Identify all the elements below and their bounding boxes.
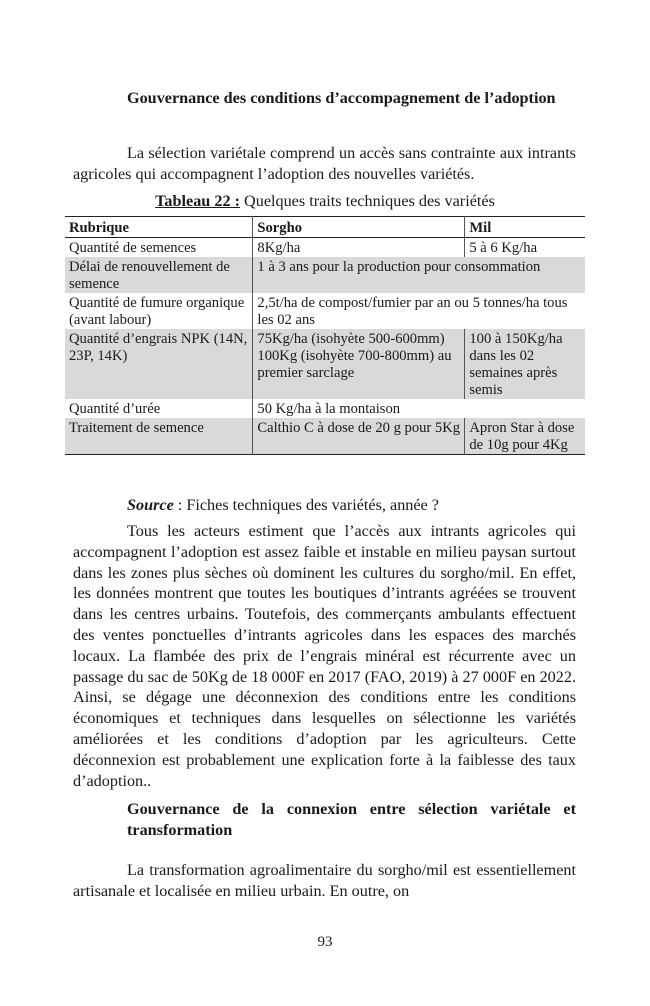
- table-cell: 50 Kg/ha à la montaison: [253, 399, 585, 418]
- table-cell: Délai de renouvellement de semence: [65, 257, 253, 293]
- table-header-row: [65, 217, 585, 238]
- header-sorgho: Sorgho: [253, 217, 465, 238]
- table-cell: 2,5t/ha de compost/fumier par an ou 5 tonnes/ha tous les 02 ans: [253, 293, 585, 329]
- table-cell: 75Kg/ha (isohyète 500-600mm) 100Kg (isohyète 700-800mm) au premier sarclage: [253, 329, 465, 399]
- header-rubrique: Rubrique: [65, 217, 253, 238]
- table-cell: Quantité d’urée: [69, 401, 161, 417]
- table-cell: 1 à 3 ans pour la production pour consommation: [253, 257, 585, 293]
- table-row: [65, 399, 585, 418]
- section-heading: Gouvernance de la connexion entre sélection variétale et transformation: [127, 800, 576, 839]
- table-cell: Quantité d’engrais NPK (14N, 23P, 14K): [65, 329, 253, 399]
- table-caption-text: Quelques traits techniques des variétés: [239, 192, 495, 210]
- table-row: [65, 257, 585, 293]
- table-cell: Traitement de semence: [65, 418, 253, 455]
- table-cell: Calthio C à dose de 20 g pour 5Kg: [253, 418, 465, 455]
- section-heading: Gouvernance des conditions d’accompagnement de l’adoption: [127, 89, 556, 107]
- table-cell: 8Kg/ha: [253, 238, 465, 258]
- table-cell: Quantité de fumure organique (avant labour): [69, 295, 245, 328]
- table-caption-label: Tableau 22 :: [155, 192, 240, 210]
- table-row: [65, 238, 585, 258]
- table-caption: [65, 191, 585, 212]
- table-cell: 100 à 150Kg/ha dans les 02 semaines après semis: [465, 329, 585, 399]
- table-cell: 5 à 6 Kg/ha: [465, 238, 585, 258]
- techniques-table: [65, 216, 585, 455]
- table-row: [65, 418, 585, 455]
- page-number: 93: [317, 934, 333, 950]
- header-mil: Mil: [465, 217, 585, 238]
- table-cell: Quantité de semences: [69, 240, 197, 256]
- paragraph: La sélection variétale comprend un accès sans contrainte aux intrants agricoles qui accompagnent l’adoption des nouvelles variétés.: [73, 144, 576, 183]
- table-row: [65, 329, 585, 399]
- paragraph: La transformation agroalimentaire du sorgho/mil est essentiellement artisanale et localisée en milieu urbain. En outre, on: [73, 861, 576, 900]
- table-source: [127, 495, 439, 516]
- source-label: Source: [127, 496, 174, 514]
- paragraph: Tous les acteurs estiment que l’accès aux intrants agricoles qui accompagnent l’adoption est assez faible et instable en milieu paysan surtout dans les zones plus sèches où dominent les cultures du sorgho/mil. En effet, les données montrent que toutes les boutiques d’intrants agréées se trouvent dans les centres urbains. Toutefois, des commerçants ambulants effectuent des ventes ponctuelles d’intrants agricoles dans les espaces des marchés locaux. La flambée des prix de l’engrais minéral est récurrente avec un passage du sac de 50Kg de 18 000F en 2017 (FAO, 2019) à 27 000F en 2022. Ainsi, se dégage une déconnexion des conditions entre les conditions économiques et techniques dans lesquelles on sélectionne les variétés améliorées et les conditions d’adoption par les agriculteurs. Cette déconnexion est probablement une explication forte à la faiblesse des taux d’adoption..: [73, 522, 576, 790]
- table-row: [65, 293, 585, 329]
- source-text: : Fiches techniques des variétés, année ?: [173, 496, 439, 514]
- table-cell: Apron Star à dose de 10g pour 4Kg: [465, 418, 585, 455]
